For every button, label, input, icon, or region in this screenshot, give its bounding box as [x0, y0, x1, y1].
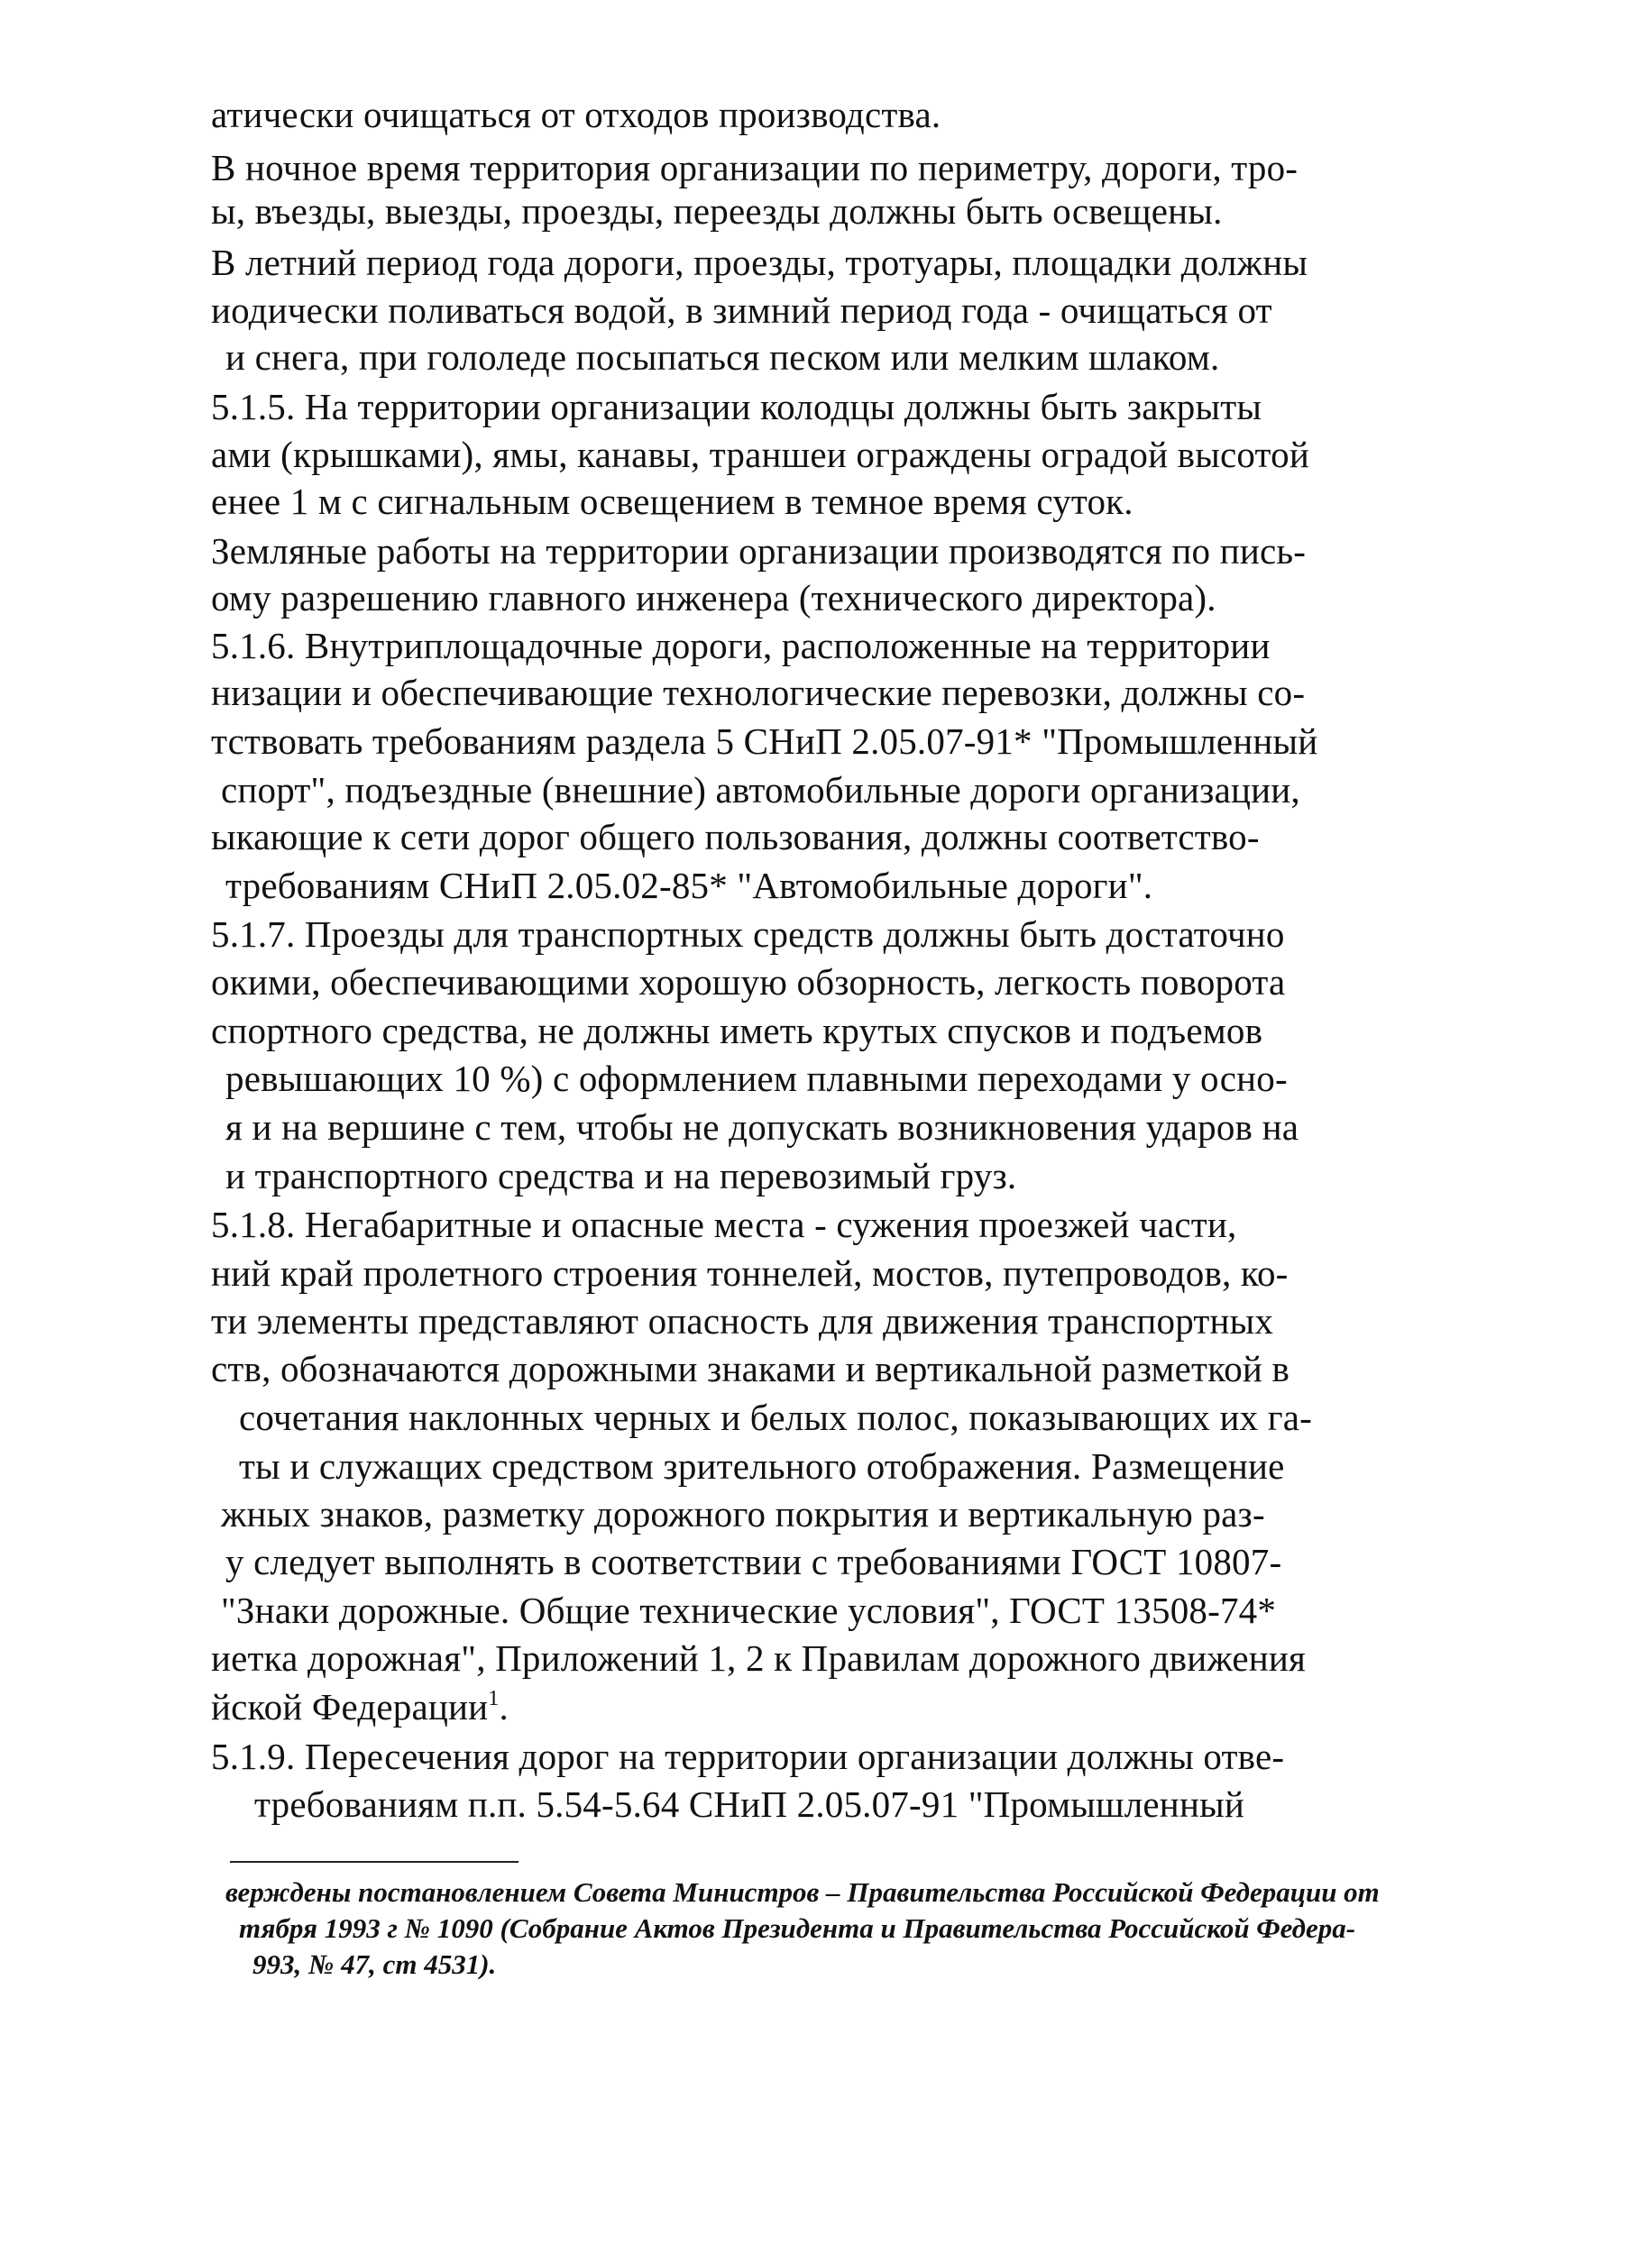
footnote-marker: 1 — [488, 1687, 500, 1710]
footnote-line: 993, № 47, ст 4531). — [252, 1948, 497, 1980]
text-line: иетка дорожная", Приложений 1, 2 к Правилам дорожного движения — [211, 1637, 1307, 1679]
text-line: низации и обеспечивающие технологические перевозки, должны со- — [211, 672, 1306, 713]
text-line: жных знаков, разметку дорожного покрытия и вертикальную раз- — [221, 1493, 1265, 1535]
text-line: 5.1.6. Внутриплощадочные дороги, расположенные на территории — [211, 625, 1271, 666]
text-line: 5.1.5. На территории организации колодцы должны быть закрыты — [211, 386, 1262, 427]
footnote-line: тября 1993 г № 1090 (Собрание Актов Президента и Правительства Российской Федера- — [239, 1912, 1356, 1944]
footnote-line: верждены постановлением Совета Министров – Правительства Российской Федерации от — [225, 1876, 1380, 1908]
text-line: ами (крышками), ямы, канавы, траншеи ограждены оградой высотой — [211, 434, 1309, 475]
text-line: иодически поливаться водой, в зимний период года - очищаться от — [211, 289, 1272, 331]
text-line: у следует выполнять в соответствии с требованиями ГОСТ 10807- — [225, 1541, 1282, 1582]
text-line: В летний период года дороги, проезды, тротуары, площадки должны — [211, 242, 1308, 283]
text-line: В ночное время территория организации по периметру, дороги, тро- — [211, 147, 1299, 188]
text-line: 5.1.7. Проезды для транспортных средств должны быть достаточно — [211, 913, 1285, 955]
text-line: ти элементы представляют опасность для движения транспортных — [211, 1300, 1274, 1342]
text-line — [211, 1683, 509, 1730]
text-line: атически очищаться от отходов производства. — [211, 94, 941, 135]
text-line: ний край пролетного строения тоннелей, мостов, путепроводов, ко- — [211, 1252, 1289, 1294]
footnote-separator — [230, 1861, 519, 1863]
text-line: ревышающих 10 %) с оформлением плавными переходами у осно- — [225, 1058, 1288, 1099]
text-line: спорт", подъездные (внешние) автомобильные дороги организации, — [221, 769, 1300, 811]
text-line: Земляные работы на территории организации производятся по пись- — [211, 530, 1307, 572]
period: . — [499, 1686, 509, 1728]
text-line: и снега, при гололеде посыпаться песком или мелким шлаком. — [225, 336, 1220, 378]
text-line: спортного средства, не должны иметь крутых спусков и подъемов — [211, 1010, 1263, 1051]
text-line-body: йской Федерации — [211, 1686, 489, 1728]
text-line: требованиям п.п. 5.54-5.64 СНиП 2.05.07-91 "Промышленный — [254, 1783, 1244, 1825]
text-line: ы, въезды, выезды, проезды, переезды должны быть освещены. — [211, 190, 1223, 232]
text-line: ты и служащих средством зрительного отображения. Размещение — [239, 1445, 1285, 1487]
text-line: енее 1 м с сигнальным освещением в темное время суток. — [211, 481, 1133, 522]
text-line: 5.1.9. Пересечения дорог на территории организации должны отве- — [211, 1736, 1285, 1777]
text-line: тствовать требованиям раздела 5 СНиП 2.05.07-91* "Промышленный — [211, 720, 1318, 762]
text-line: ыкающие к сети дорог общего пользования, должны соответство- — [211, 816, 1260, 857]
text-line: и транспортного средства и на перевозимый груз. — [225, 1155, 1017, 1196]
text-line: ому разрешению главного инженера (технического директора). — [211, 577, 1216, 619]
text-line: я и на вершине с тем, чтобы не допускать возникновения ударов на — [225, 1106, 1299, 1148]
text-line: ств, обозначаются дорожными знаками и вертикальной разметкой в — [211, 1348, 1290, 1389]
text-line: 5.1.8. Негабаритные и опасные места - сужения проезжей части, — [211, 1204, 1237, 1245]
text-line: сочетания наклонных черных и белых полос, показывающих их га- — [239, 1397, 1313, 1438]
text-line: "Знаки дорожные. Общие технические условия", ГОСТ 13508-74* — [221, 1590, 1277, 1631]
text-line: требованиям СНиП 2.05.02-85* "Автомобильные дороги". — [225, 865, 1153, 906]
text-line: окими, обеспечивающими хорошую обзорность, легкость поворота — [211, 961, 1286, 1003]
